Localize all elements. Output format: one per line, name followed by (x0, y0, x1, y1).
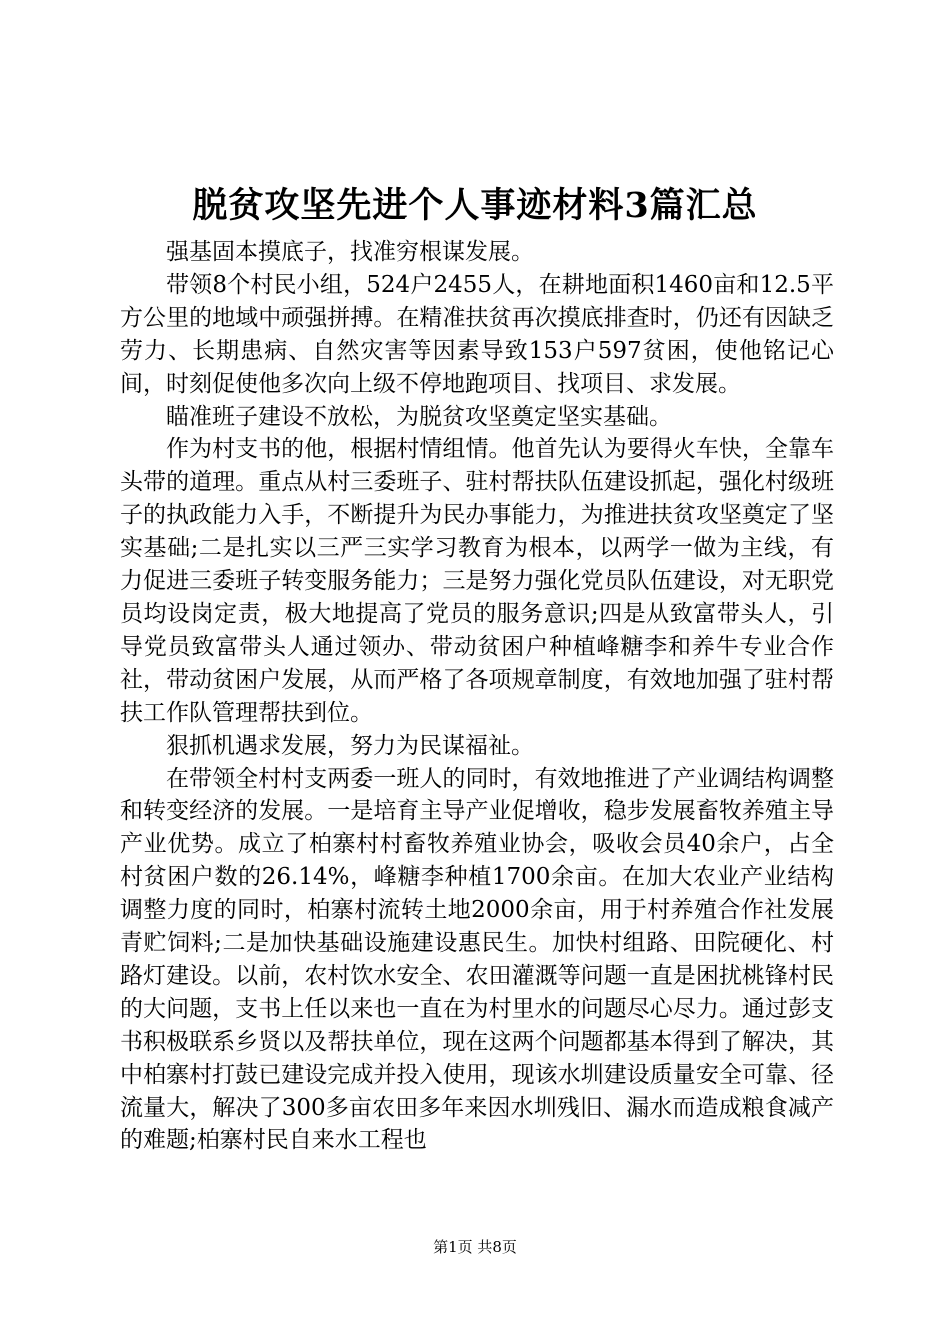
paragraph: 带领8个村民小组，524户2455人，在耕地面积1460亩和12.5平方公里的地域中顽强拼搏。在精准扶贫再次摸底排查时，仍还有因缺乏劳力、长期患病、自然灾害等因素导致153户597贫困，使他铭记心间，时刻促使他多次向上级不停地跑项目、找项目、求发展。 (120, 271, 834, 397)
document-body (120, 236, 834, 1157)
paragraph: 在带领全村村支两委一班人的同时，有效地推进了产业调结构调整和转变经济的发展。一是培育主导产业促增收，稳步发展畜牧养殖主导产业优势。成立了柏寨村村畜牧养殖业协会，吸收会员40余户，占全村贫困户数的26.14%，峰糖李种植1700余亩。在加大农业产业结构调整力度的同时，柏寨村流转土地2000余亩，用于村养殖合作社发展青贮饲料;二是加快基础设施建设惠民生。加快村组路、田院硬化、村路灯建设。以前，农村饮水安全、农田灌溉等问题一直是困扰桃锋村民的大问题，支书上任以来也一直在为村里水的问题尽心尽力。通过彭支书积极联系乡贤以及帮扶单位，现在这两个问题都基本得到了解决，其中柏寨村打鼓已建设完成并投入使用，现该水圳建设质量安全可靠、径流量大，解决了300多亩农田多年来因水圳残旧、漏水而造成粮食减产的难题;柏寨村民自来水工程也 (120, 765, 834, 1154)
document-title: 脱贫攻坚先进个人事迹材料3篇汇总 (192, 185, 758, 226)
paragraph: 作为村支书的他，根据村情组情。他首先认为要得火车快，全靠车头带的道理。重点从村三委班子、驻村帮扶队伍建设抓起，强化村级班子的执政能力入手，不断提升为民办事能力，为推进扶贫攻坚奠定了坚实基础;二是扎实以三严三实学习教育为根本，以两学一做为主线，有力促进三委班子转变服务能力；三是努力强化党员队伍建设，对无职党员均设岗定责，极大地提高了党员的服务意识;四是从致富带头人，引导党员致富带头人通过领办、带动贫困户种植峰糖李和养牛专业合作社，带动贫困户发展，从而严格了各项规章制度，有效地加强了驻村帮扶工作队管理帮扶到位。 (120, 436, 834, 726)
paragraph: 瞄准班子建设不放松，为脱贫攻坚奠定坚实基础。 (166, 403, 672, 430)
page-number: 第1页 共8页 (433, 1238, 517, 1256)
paragraph: 狠抓机遇求发展，努力为民谋福祉。 (166, 732, 534, 759)
paragraph: 强基固本摸底子，找准穷根谋发展。 (166, 239, 534, 265)
